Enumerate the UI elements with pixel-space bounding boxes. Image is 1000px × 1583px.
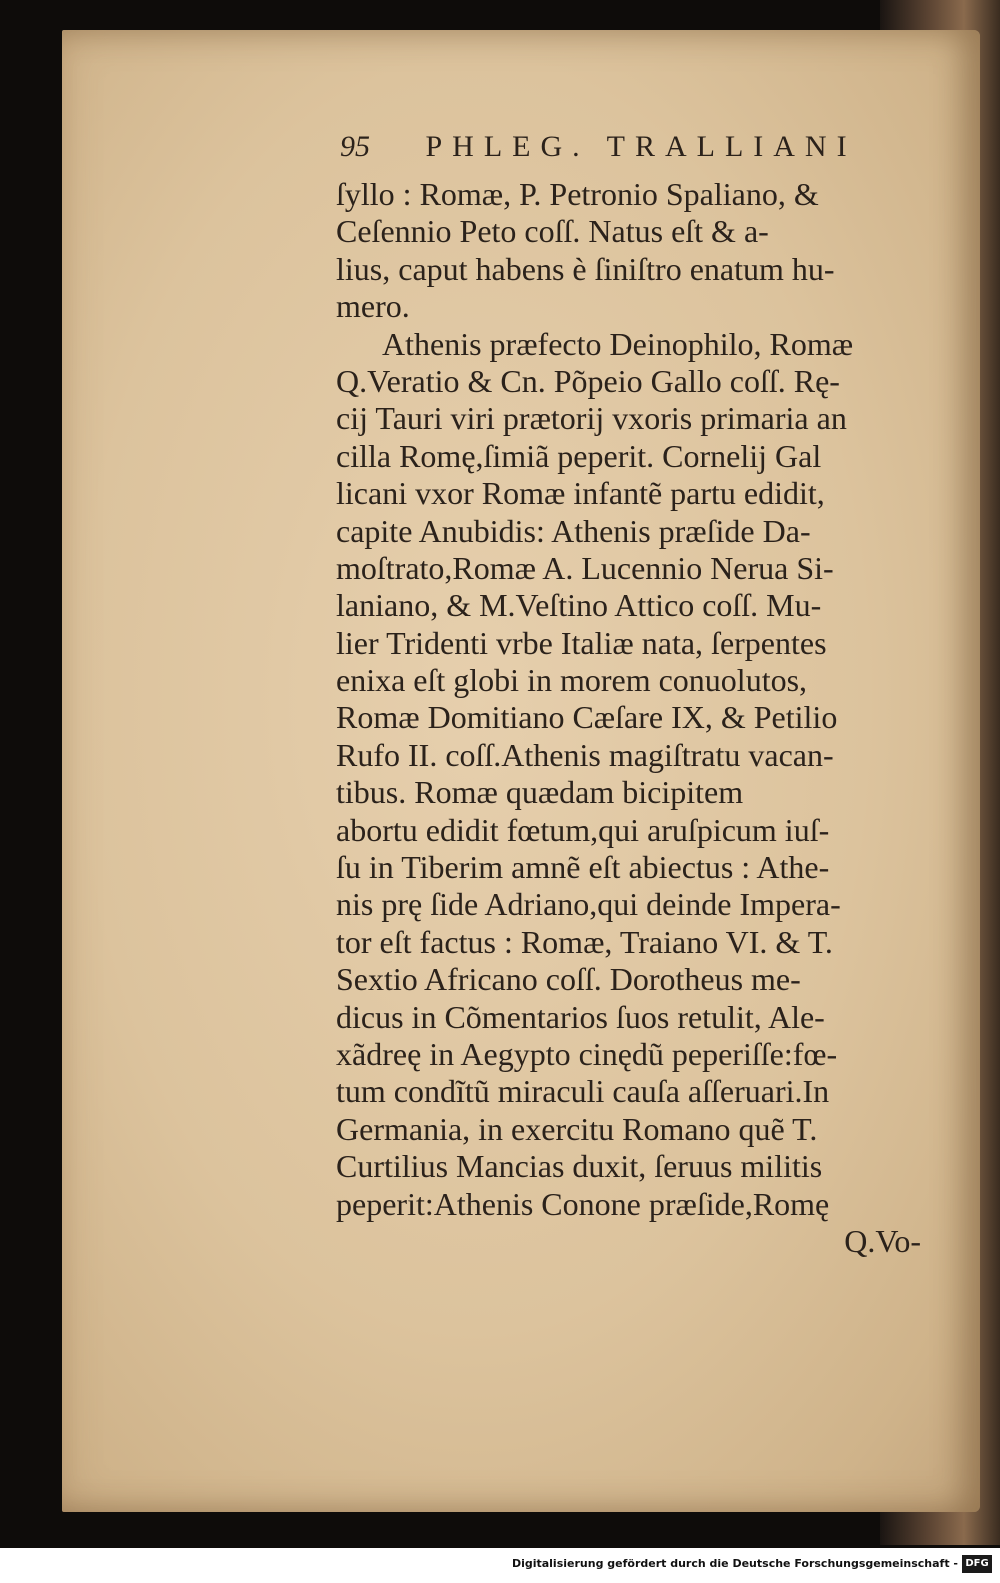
text-line: Q.Veratio & Cn. Põpeio Gallo coſſ. Rę-	[336, 362, 840, 399]
text-line: Ceſennio Peto coſſ. Natus eſt & a-	[336, 213, 769, 250]
text-line: enixa eſt globi in morem conuolutos,	[336, 662, 808, 699]
text-line: peperit:Athenis Conone præſide,Romę	[336, 1185, 830, 1222]
text-line: ſu in Tiberim amnẽ eſt abiectus : Athe-	[336, 849, 830, 886]
text-line: abortu edidit fœtum,qui aruſpicum iuſ-	[336, 811, 830, 848]
text-line: dicus in Cõmentarios ſuos retulit, Ale-	[336, 998, 825, 1035]
text-line: moſtrato,Romæ A. Lucennio Nerua Si-	[336, 549, 834, 586]
text-line: cilla Romę,ſimiã peperit. Cornelij Gal	[336, 437, 822, 474]
text-line: capite Anubidis: Athenis præſide Da-	[336, 512, 811, 549]
text-line: Rufo II. coſſ.Athenis magiſtratu vacan-	[336, 736, 834, 773]
text-line: lier Tridenti vrbe Italiæ nata, ſerpentes	[336, 624, 827, 661]
text-line: laniano, & M.Veſtino Attico coſſ. Mu-	[336, 587, 822, 624]
page-number: 95	[340, 130, 370, 163]
text-line: Germania, in exercitu Romano quẽ T.	[336, 1110, 818, 1147]
dfg-logo: DFG	[962, 1555, 992, 1573]
text-line: Sextio Africano coſſ. Dorotheus me-	[336, 961, 801, 998]
page-text	[336, 176, 936, 1260]
text-line: cij Tauri viri prætorij vxoris primaria an	[336, 400, 847, 437]
text-line: lius, caput habens è ſiniſtro enatum hu-	[336, 250, 835, 287]
text-line: mero.	[336, 288, 410, 325]
text-line: ſyllo : Romæ, P. Petronio Spaliano, &	[336, 176, 819, 212]
text-line: Curtilius Mancias duxit, ſeruus militis	[336, 1148, 823, 1185]
text-line: nis prę ſide Adriano,qui deinde Impera-	[336, 886, 841, 923]
catchword: Q.Vo-	[844, 1222, 921, 1259]
text-line: Romæ Domitiano Cæſare IX, & Petilio	[336, 699, 838, 736]
digitization-footer	[0, 1548, 1000, 1583]
text-line: tor eſt factus : Romæ, Traiano VI. & T.	[336, 923, 833, 960]
text-line: tum condĩtũ miraculi cauſa aſſeruari.In	[336, 1073, 830, 1110]
paragraph-start-line: Athenis præfecto Deinophilo, Romæ	[382, 325, 854, 362]
text-line: tibus. Romæ quædam bicipitem	[336, 774, 744, 811]
text-line: xãdreę in Aegypto cinędũ peperiſſe:fœ-	[336, 1035, 838, 1072]
text-line: licani vxor Romæ infantẽ partu edidit,	[336, 475, 825, 512]
funding-credit: Digitalisierung gefördert durch die Deutsche Forschungsgemeinschaft -	[511, 1557, 958, 1570]
page-header	[340, 130, 900, 170]
running-head: PHLEG. TRALLIANI	[425, 130, 857, 163]
